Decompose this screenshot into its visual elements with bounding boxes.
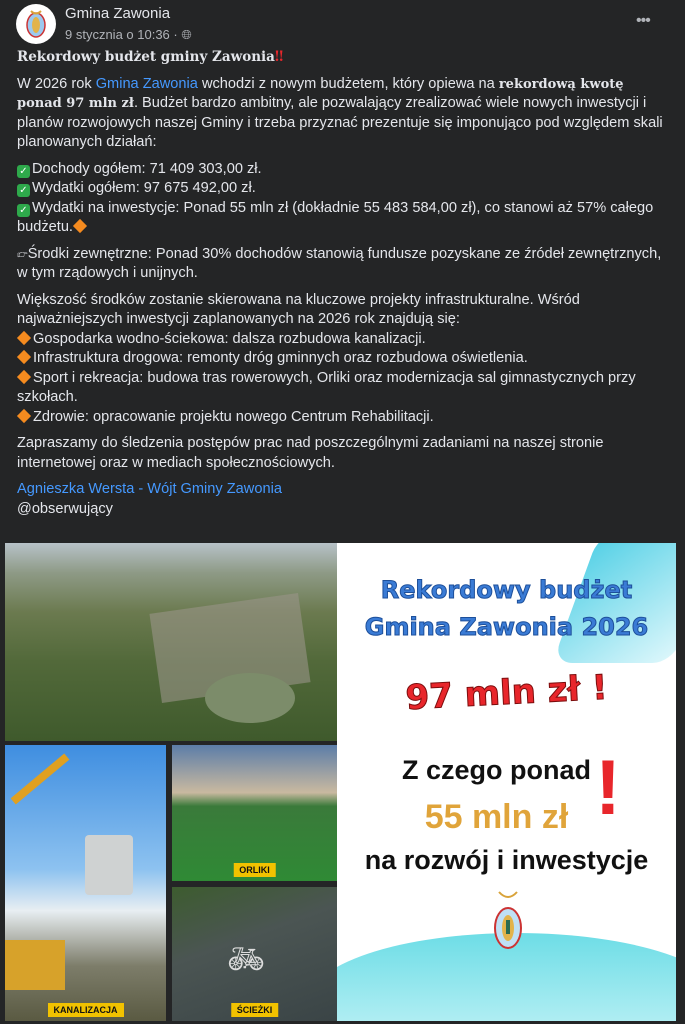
list-item: Zdrowie: opracowanie projektu nowego Centrum Rehabilitacji.	[17, 409, 434, 425]
orange-diamond-icon	[17, 369, 31, 383]
check-icon: ✓	[17, 184, 30, 197]
aerial-photo[interactable]	[5, 543, 337, 741]
investment-amount: 55 mln zł	[424, 798, 569, 836]
globe-icon: 🌐︎	[181, 27, 192, 42]
post-title: Rekordowy budżet gminy Zawonia‼	[17, 49, 284, 65]
graphic-line-1: Z czego ponad	[402, 755, 591, 785]
external-funds: 👉︎Środki zewnętrzne: Ponad 30% dochodów stanowią fundusze pozyskane ze źródeł zewnętrznych, w tym rządowych i unijnych.	[17, 245, 662, 281]
closing-paragraph: Zapraszamy do śledzenia postępów prac nad poszczególnymi zadaniami na naszej stronie internetowej oraz w mediach społecznościowych.	[17, 435, 604, 471]
graphic-heading-1: Rekordowy budżet	[380, 576, 633, 604]
photo-label: ŚCIEŻKI	[231, 1003, 279, 1017]
orange-diamond-icon	[17, 330, 31, 344]
post-meta	[65, 27, 192, 43]
post-date[interactable]: 9 stycznia o 10:36	[65, 27, 170, 42]
total-amount: 97 mln zł !	[404, 667, 609, 719]
separator: ·	[173, 27, 178, 42]
gmina-link[interactable]: Gmina Zawonia	[95, 75, 198, 92]
list-item: ✓ Dochody ogółem: 71 409 303,00 zł.	[17, 161, 262, 177]
photo-label: ORLIKI	[233, 863, 276, 877]
signature-link[interactable]: Agnieszka Wersta - Wójt Gminy Zawonia	[17, 481, 282, 497]
list-item: ✓ Wydatki ogółem: 97 675 492,00 zł.	[17, 180, 256, 196]
double-exclamation-icon: ‼	[274, 49, 284, 65]
list-item: ✓ Wydatki na inwestycje: Ponad 55 mln zł (dokładnie 55 483 584,00 zł), co stanowi aż 57% całego budżetu.	[17, 199, 654, 235]
orange-diamond-icon	[17, 408, 31, 422]
check-icon: ✓	[17, 165, 30, 178]
bike-path-photo[interactable]	[172, 887, 337, 1021]
pointing-hand-icon: 👉︎	[17, 245, 28, 262]
more-options-button[interactable]: •••	[636, 12, 650, 29]
budget-graphic[interactable]	[337, 543, 676, 1021]
list-item: Sport i rekreacja: budowa tras rowerowych, Orliki oraz modernizacja sal gimnastycznych przy szkołach.	[17, 369, 636, 405]
orlik-pitch-photo[interactable]	[172, 745, 337, 881]
check-icon: ✓	[17, 204, 30, 217]
coat-of-arms-icon	[487, 888, 529, 958]
graphic-heading-2: Gmina Zawonia 2026	[364, 613, 649, 641]
intro-paragraph: W 2026 rok Gmina Zawonia wchodzi z nowym budżetem, który opiewa na rekordową kwotę ponad 97 mln zł. Budżet bardzo ambitny, ale pozwalający zrealizować wiele nowych inwestycji i planów rozwojowych naszej Gminy i trzeba przyznać prezentuje się imponująco pod względem skali planowanych działań:	[17, 75, 663, 150]
photo-label: KANALIZACJA	[48, 1003, 124, 1017]
author-name[interactable]: Gmina Zawonia	[65, 5, 171, 22]
post-body	[17, 48, 672, 519]
followers-mention[interactable]: @obserwujący	[17, 500, 113, 517]
list-item: Infrastruktura drogowa: remonty dróg gminnych oraz rozbudowa oświetlenia.	[17, 350, 528, 366]
coat-of-arms-icon	[23, 8, 49, 40]
bicycle-icon: 🚲︎	[227, 943, 266, 976]
exclamation-icon: !	[595, 743, 621, 831]
list-item: Gospodarka wodno-ściekowa: dalsza rozbudowa kanalizacji.	[17, 331, 426, 347]
graphic-line-3: na rozwój i inwestycje	[364, 845, 649, 875]
orange-diamond-icon	[73, 219, 87, 233]
investments-paragraph: Większość środków zostanie skierowana na kluczowe projekty infrastrukturalne. Wśród najważniejszych inwestycji zaplanowanych na 2026 rok znajdują się: Gospodarka wodno-ściekowa: dalsza rozbudowa kanalizacji. Infrastruktura drogowa: remonty dróg gminnych oraz rozbudowa oświetlenia. Sport i rekreacja: budowa tras rowerowych, Orliki oraz modernizacja sal gimnastycznych przy szkołach. Zdrowie: opracowanie projektu nowego Centrum Rehabilitacji.	[17, 291, 636, 425]
budget-list	[17, 160, 672, 238]
page-avatar[interactable]	[16, 4, 56, 44]
sewer-construction-photo[interactable]	[5, 745, 166, 1021]
orange-diamond-icon	[17, 350, 31, 364]
